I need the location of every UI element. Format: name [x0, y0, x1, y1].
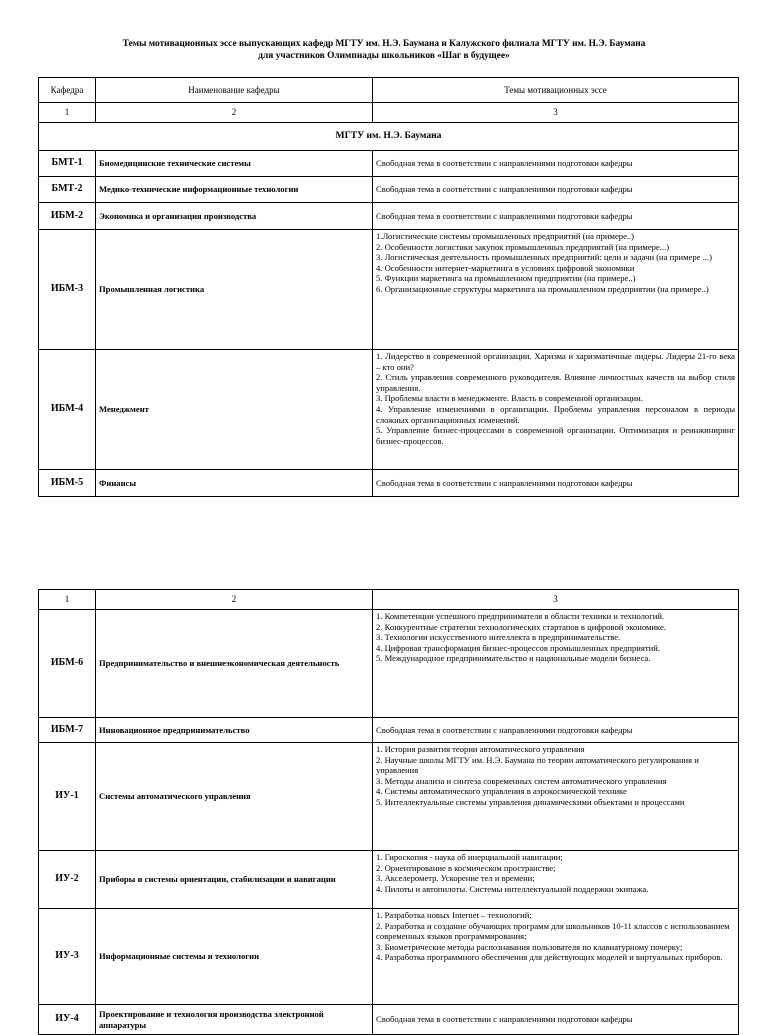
- topic-item: 1. Гироскопия - наука об инерциальной навигации;: [376, 852, 563, 862]
- topic-item: Свободная тема в соответствии с направлениями подготовки кафедры: [376, 477, 633, 488]
- department-name: Финансы: [96, 470, 373, 497]
- department-name: Медико-технические информационные технологии: [96, 177, 373, 203]
- topic-item: 4. Особенности интернет-маркетинга в условиях цифровой экономики: [376, 262, 635, 273]
- topic-item: Свободная тема в соответствии с направлениями подготовки кафедры: [376, 158, 633, 169]
- topic-item: 5. Интеллектуальные системы управления динамическими объектами и процессами: [376, 796, 685, 807]
- topic-item: Свободная тема в соответствии с направлениями подготовки кафедры: [376, 1014, 633, 1025]
- department-code: БМТ-1: [39, 151, 96, 177]
- topic-item: 2. Научные школы МГТУ им. Н.Э. Баумана по теории автоматического регулирования и управления: [376, 754, 699, 776]
- column-number-row: [39, 590, 739, 610]
- topic-item: 3. Проблемы власти в менеджменте. Власть в современной организации.: [376, 393, 643, 404]
- table-row: [39, 350, 739, 470]
- topic-item: 3. Логистическая деятельность промышленных предприятий: цели и задачи (на примере ...): [376, 252, 712, 263]
- table-row: [39, 151, 739, 177]
- essay-topics: [373, 350, 739, 470]
- topic-item: 4. Пилоты и автопилоты. Системы интеллектуальной поддержки экипажа.: [376, 883, 649, 894]
- essay-topics: [373, 909, 739, 1005]
- essay-topics: [373, 203, 739, 230]
- topic-item: 5. Функции маркетинга на промышленном предприятии (на примере..): [376, 273, 636, 284]
- department-code: ИБМ-5: [39, 470, 96, 497]
- topic-item: 1. Разработка новых Internet – технологий;: [376, 910, 532, 920]
- document-title: [0, 38, 768, 62]
- essay-topics: [373, 743, 739, 851]
- topic-item: 2. Разработка и создание обучающих программ для школьников 10-11 классов с использованием современных языков программирования;: [376, 920, 730, 942]
- department-code: ИУ-2: [39, 851, 96, 909]
- header-department-name: Наименование кафедры: [96, 78, 373, 103]
- topic-item: 2. Ориентирование в космическом пространстве;: [376, 862, 556, 873]
- topic-item: 1. История развития теории автоматического управления: [376, 744, 585, 754]
- table-row: [39, 610, 739, 718]
- department-name: Предпринимательство и внешнеэкономическая деятельность: [96, 610, 373, 718]
- topic-item: 5. Международное предпринимательство и национальные модели бизнеса.: [376, 653, 651, 664]
- department-code: ИУ-3: [39, 909, 96, 1005]
- column-number: 2: [96, 103, 373, 123]
- department-name: Приборы и системы ориентации, стабилизации и навигации: [96, 851, 373, 909]
- essay-topics: [373, 1005, 739, 1035]
- department-code: ИУ-4: [39, 1005, 96, 1035]
- department-code: БМТ-2: [39, 177, 96, 203]
- department-name: Менеджмент: [96, 350, 373, 470]
- department-code: ИБМ-2: [39, 203, 96, 230]
- table-row: [39, 851, 739, 909]
- table-header-row: [39, 78, 739, 103]
- department-code: ИБМ-3: [39, 230, 96, 350]
- topic-item: 4. Системы автоматического управления в аэрокосмической технике: [376, 786, 627, 797]
- table-row: [39, 177, 739, 203]
- department-code: ИУ-1: [39, 743, 96, 851]
- department-code: ИБМ-6: [39, 610, 96, 718]
- essay-topics: [373, 230, 739, 350]
- topic-item: 1. Лидерство в современной организации. Харизма и харизматичные лидеры. Лидеры 21-го века – кто они?: [376, 351, 735, 372]
- column-number: 1: [39, 103, 96, 123]
- essay-topics: [373, 610, 739, 718]
- department-name: Экономика и организация производства: [96, 203, 373, 230]
- essay-topics: [373, 177, 739, 203]
- column-number: 2: [96, 590, 373, 610]
- essay-topics: [373, 470, 739, 497]
- topics-table-1: [38, 77, 739, 497]
- topic-item: 2. Стиль управления современного руководителя. Влияние личностных качеств на выбор стиля управления.: [376, 372, 735, 393]
- table-row: [39, 718, 739, 743]
- topic-item: 4. Цифровая трансформация бизнес-процессов промышленных предприятий.: [376, 642, 660, 653]
- table-row: [39, 203, 739, 230]
- topic-item: 3. Биометрические методы распознавания пользователя по клавиатурному почерку;: [376, 941, 683, 952]
- topic-item: 3. Акселерометр. Ускорение тел и времени;: [376, 873, 535, 884]
- title-line-2: для участников Олимпиады школьников «Шаг в будущее»: [258, 51, 510, 61]
- department-name: Биомедицинские технические системы: [96, 151, 373, 177]
- table-row: [39, 909, 739, 1005]
- topic-item: Свободная тема в соответствии с направлениями подготовки кафедры: [376, 724, 633, 735]
- column-number-row: [39, 103, 739, 123]
- topic-item: 3. Методы анализа и синтеза современных систем автоматического управления: [376, 775, 667, 786]
- department-name: Промышленная логистика: [96, 230, 373, 350]
- topic-item: Свободная тема в соответствии с направлениями подготовки кафедры: [376, 210, 633, 221]
- topic-item: 4. Управление изменениями в организации. Проблемы управления персоналом в периоды сложных организационных изменений.: [376, 403, 735, 425]
- topic-item: 6. Организационные структуры маркетинга на промышленном предприятии (на примере..): [376, 283, 709, 294]
- department-name: Системы автоматического управления: [96, 743, 373, 851]
- topic-item: 1.Логистические системы промышленных предприятий (на примере..): [376, 231, 635, 241]
- department-code: ИБМ-7: [39, 718, 96, 743]
- table-row: [39, 1005, 739, 1035]
- table-row: [39, 470, 739, 497]
- column-number: 3: [373, 590, 739, 610]
- department-name: Информационные системы и технологии: [96, 909, 373, 1005]
- topic-item: 4. Разработка программного обеспечения для действующих моделей и виртуальных приборов.: [376, 952, 723, 963]
- title-line-1: Темы мотивационных эссе выпускающих кафедр МГТУ им. Н.Э. Баумана и Калужского филиала МГТУ им. Н.Э. Баумана: [122, 39, 646, 49]
- topic-item: 2. Конкурентные стратегии технологических стартапов в цифровой экономике.: [376, 621, 666, 632]
- department-name: Проектирование и технология производства электронной аппаратуры: [96, 1005, 373, 1035]
- header-essay-topics: Темы мотивационных эссе: [373, 78, 739, 103]
- essay-topics: [373, 718, 739, 743]
- section-title: МГТУ им. Н.Э. Баумана: [39, 123, 739, 151]
- column-number: 3: [373, 103, 739, 123]
- department-name: Инновационное предпринимательство: [96, 718, 373, 743]
- department-code: ИБМ-4: [39, 350, 96, 470]
- topic-item: 3. Технологии искусственного интеллекта в предпринимательстве.: [376, 632, 621, 643]
- section-row: [39, 123, 739, 151]
- table-row: [39, 230, 739, 350]
- essay-topics: [373, 151, 739, 177]
- column-number: 1: [39, 590, 96, 610]
- topic-item: 1. Компетенции успешного предпринимателя в области техники и технологий.: [376, 611, 665, 621]
- table-row: [39, 743, 739, 851]
- topic-item: 5. Управление бизнес-процессами в современной организации. Оптимизация и реинжиниринг бизнес-процессов.: [376, 425, 735, 446]
- topic-item: 2. Особенности логистики закупок промышленных предприятий (на примере...): [376, 241, 670, 252]
- header-department-code: Кафедра: [39, 78, 96, 103]
- essay-topics: [373, 851, 739, 909]
- topic-item: Свободная тема в соответствии с направлениями подготовки кафедры: [376, 184, 633, 195]
- topics-table-2: [38, 589, 739, 1035]
